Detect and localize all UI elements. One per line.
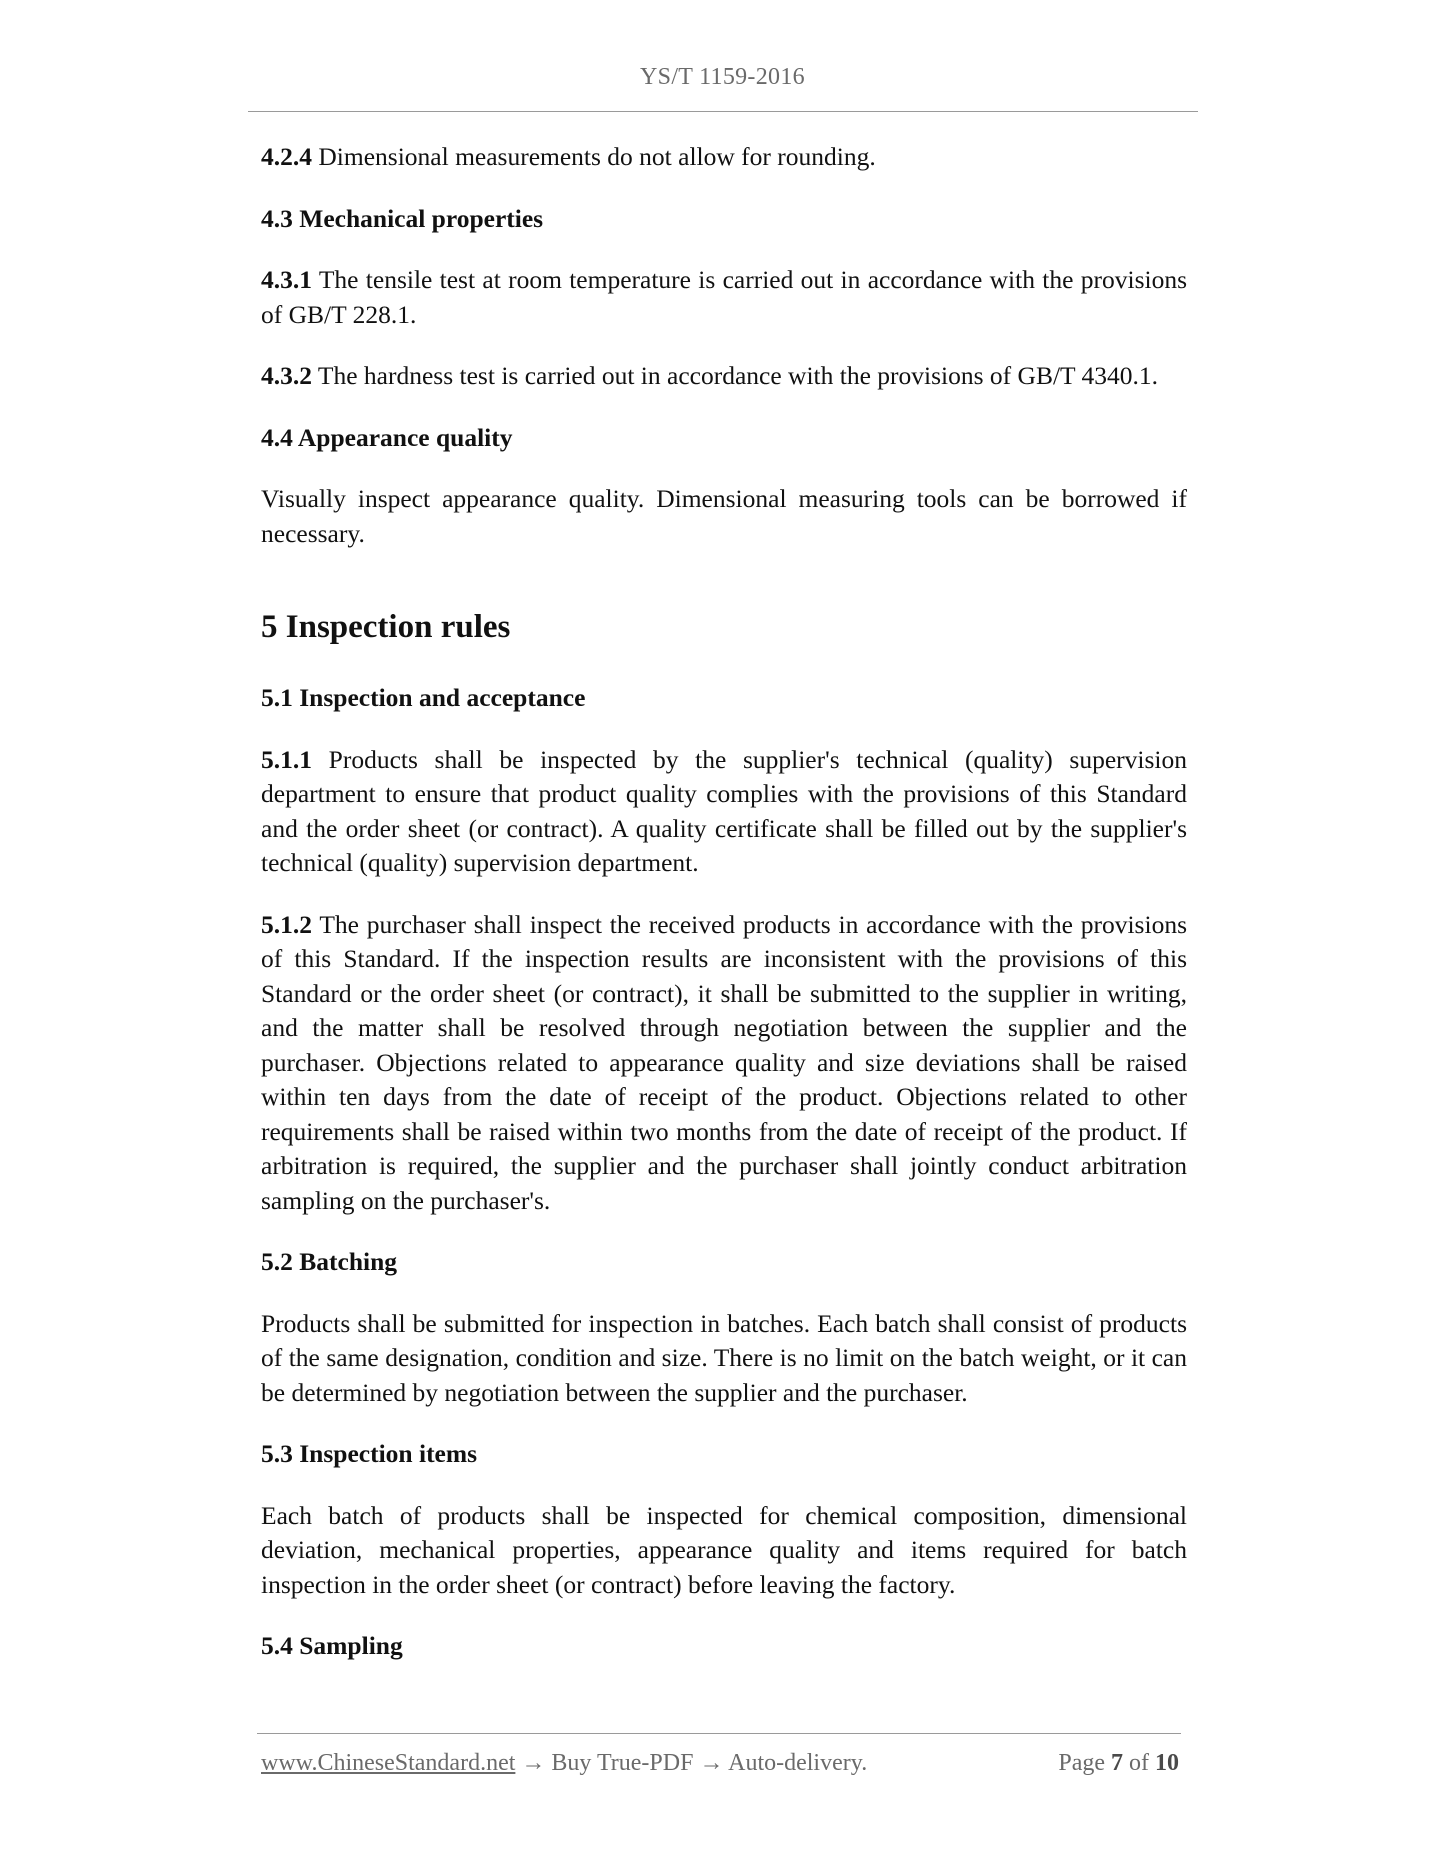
website-link[interactable]: www.ChineseStandard.net bbox=[261, 1750, 516, 1776]
paragraph-4-4: Visually inspect appearance quality. Dimensional measuring tools can be borrowed if necessary. bbox=[261, 484, 1187, 548]
clause-number: 4.3.1 bbox=[261, 265, 312, 294]
clause-4-3-1 bbox=[261, 263, 1187, 332]
clause-text: The purchaser shall inspect the received products in accordance with the provisions of this Standard. If the inspection results are inconsistent with the provisions of this Standard or the order sheet (or contract), it shall be submitted to the supplier in writing, and the matter shall be resolved through negotiation between the supplier and the purchaser. Objections related to appearance quality and size deviations shall be raised within ten days from the date of receipt of the product. Objections related to other requirements shall be raised within two months from the date of receipt of the product. If arbitration is required, the supplier and the purchaser shall jointly conduct arbitration sampling on the purchaser's. bbox=[261, 909, 1187, 1215]
heading-4-4: 4.4 Appearance quality bbox=[261, 422, 513, 452]
paragraph-5-2: Products shall be submitted for inspection in batches. Each batch shall consist of products of the same designation, condition and size. There is no limit on the batch weight, or it can be determined by negotiation between the supplier and the purchaser. bbox=[261, 1308, 1187, 1407]
page-number bbox=[1058, 1750, 1179, 1777]
page-footer bbox=[261, 1750, 1179, 1777]
footer-tagline: → Buy True-PDF → Auto-delivery. bbox=[515, 1750, 868, 1776]
clause-text: Products shall be inspected by the supplier's technical (quality) supervision department to ensure that product quality complies with the provisions of this Standard and the order sheet (or contract). A quality certificate shall be filled out by the supplier's technical (quality) supervision department. bbox=[261, 744, 1187, 877]
heading-5-3: 5.3 Inspection items bbox=[261, 1439, 478, 1468]
heading-5-2: 5.2 Batching bbox=[261, 1247, 398, 1276]
page-content bbox=[261, 140, 1187, 1691]
clause-4-2-4 bbox=[261, 140, 1187, 175]
footer-divider bbox=[257, 1733, 1181, 1734]
footer-promo bbox=[261, 1750, 867, 1777]
clause-number: 4.2.4 bbox=[261, 142, 312, 171]
page-current: 7 bbox=[1111, 1750, 1123, 1776]
header-divider bbox=[248, 111, 1198, 112]
page-label: Page bbox=[1058, 1750, 1111, 1776]
clause-text: The hardness test is carried out in accordance with the provisions of GB/T 4340.1. bbox=[312, 361, 1159, 390]
clause-text: Dimensional measurements do not allow for rounding. bbox=[312, 142, 876, 171]
clause-number: 4.3.2 bbox=[261, 361, 312, 390]
heading-5-4: 5.4 Sampling bbox=[261, 1631, 403, 1660]
clause-5-1-2 bbox=[261, 908, 1187, 1219]
heading-5-1: 5.1 Inspection and acceptance bbox=[261, 683, 586, 712]
clause-5-1-1 bbox=[261, 743, 1187, 881]
paragraph-5-3: Each batch of products shall be inspected for chemical composition, dimensional deviation, mechanical properties, appearance quality and items required for batch inspection in the order sheet (or contract) before leaving the factory. bbox=[261, 1500, 1187, 1599]
clause-4-3-2 bbox=[261, 359, 1187, 394]
heading-5: 5 Inspection rules bbox=[261, 609, 511, 645]
clause-text: The tensile test at room temperature is carried out in accordance with the provisions of GB/T 228.1. bbox=[261, 265, 1187, 329]
page-total: 10 bbox=[1155, 1750, 1179, 1776]
heading-4-3: 4.3 Mechanical properties bbox=[261, 203, 544, 233]
page-of-label: of bbox=[1123, 1750, 1155, 1776]
page-header: YS/T 1159-2016 bbox=[640, 64, 805, 90]
clause-number: 5.1.2 bbox=[261, 909, 312, 939]
clause-number: 5.1.1 bbox=[261, 744, 312, 774]
